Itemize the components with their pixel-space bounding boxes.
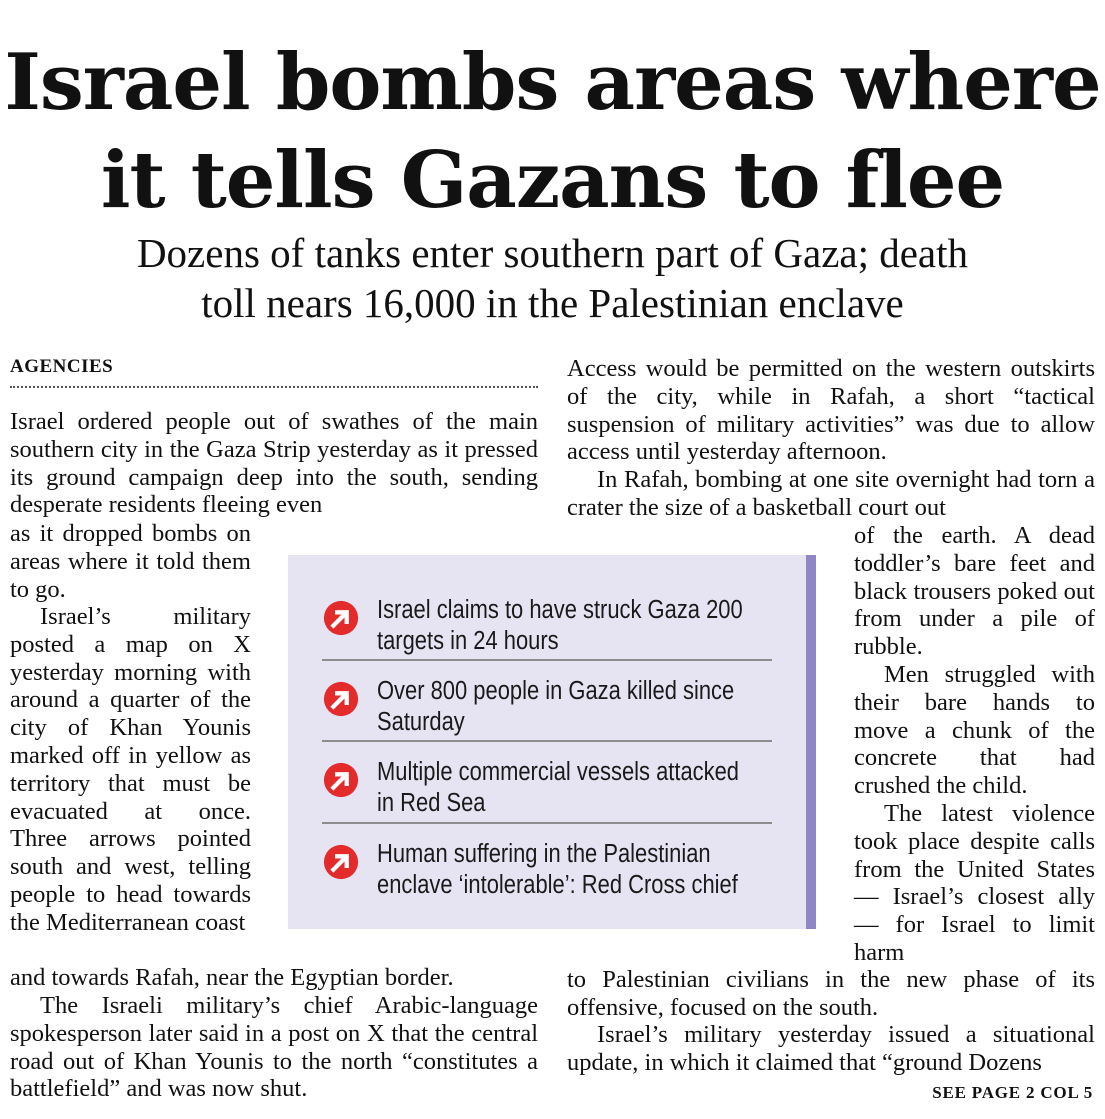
highlight-item bbox=[322, 668, 772, 750]
col2-paragraph-5: Israel’s military yesterday issued a situational update, in which it claimed that “ground Dozens bbox=[567, 1021, 1095, 1076]
continuation-note: SEE PAGE 2 COL 5 bbox=[932, 1083, 1093, 1102]
arrow-circle-icon bbox=[322, 680, 360, 718]
highlight-divider bbox=[322, 822, 772, 824]
col1-paragraph-3: The Israeli military’s chief Arabic-language spokesperson later said in a post on X that the central road out of Khan Younis to the north “constitutes a battlefield” and was now shut. bbox=[10, 992, 538, 1103]
col2-paragraph-4: The latest violence took place despite calls from the United States — Israel’s closest ally — for Israel to limit harm bbox=[854, 800, 1095, 966]
highlights-box bbox=[288, 555, 816, 929]
col2-paragraph-2: In Rafah, bombing at one site overnight had torn a crater the size of a basketball court out bbox=[567, 466, 1095, 521]
col2-paragraph-4-wrap: to Palestinian civilians in the new phase of its offensive, focused on the south. bbox=[567, 966, 1095, 1021]
highlight-text: Over 800 people in Gaza killed since Saturday bbox=[377, 677, 735, 736]
col2-paragraph-1: Access would be permitted on the western outskirts of the city, while in Rafah, a short “tactical suspension of military activities” was due to allow access until yesterday afternoon. bbox=[567, 355, 1095, 466]
col1-paragraph-1: Israel ordered people out of swathes of the main southern city in the Gaza Strip yesterday as it pressed its ground campaign deep into the south, sending desperate residents fleeing even bbox=[10, 408, 538, 519]
headline-line-2: it tells Gazans to flee bbox=[100, 135, 1005, 226]
highlight-text: Israel claims to have struck Gaza 200 targets in 24 hours bbox=[377, 596, 743, 655]
headline bbox=[0, 34, 1105, 230]
highlight-item bbox=[322, 749, 772, 831]
highlight-divider bbox=[322, 740, 772, 742]
col2-paragraph-3: Men struggled with their bare hands to move a chunk of the concrete that had crushed the child. bbox=[854, 661, 1095, 800]
subheadline bbox=[0, 228, 1105, 328]
col1-paragraph-1-wrap: as it dropped bombs on areas where it told them to go. bbox=[10, 520, 251, 603]
col1-paragraph-2: Israel’s military posted a map on X yesterday morning with around a quarter of the city of Khan Younis marked off in yellow as territory that must be evacuated at once. Three arrows pointed south and west, telling people to head towards the Mediterranean coast bbox=[10, 603, 251, 936]
highlight-divider bbox=[322, 659, 772, 661]
byline: AGENCIES bbox=[10, 356, 538, 388]
highlight-text: Multiple commercial vessels attacked in Red Sea bbox=[377, 758, 739, 817]
col1-paragraph-2-wrap: and towards Rafah, near the Egyptian border. bbox=[10, 964, 454, 991]
highlight-item bbox=[322, 587, 772, 669]
headline-line-1: Israel bombs areas where bbox=[4, 37, 1101, 128]
arrow-circle-icon bbox=[322, 599, 360, 637]
subheadline-line-2: toll nears 16,000 in the Palestinian enclave bbox=[201, 280, 904, 326]
arrow-circle-icon bbox=[322, 761, 360, 799]
highlight-item bbox=[322, 831, 772, 913]
arrow-circle-icon bbox=[322, 843, 360, 881]
subheadline-line-1: Dozens of tanks enter southern part of Gaza; death bbox=[136, 230, 969, 276]
col2-paragraph-2-wrap: of the earth. A dead toddler’s bare feet and black trousers poked out from under a pile of rubble. bbox=[854, 522, 1095, 661]
highlight-text: Human suffering in the Palestinian enclave ‘intolerable’: Red Cross chief bbox=[377, 840, 738, 899]
